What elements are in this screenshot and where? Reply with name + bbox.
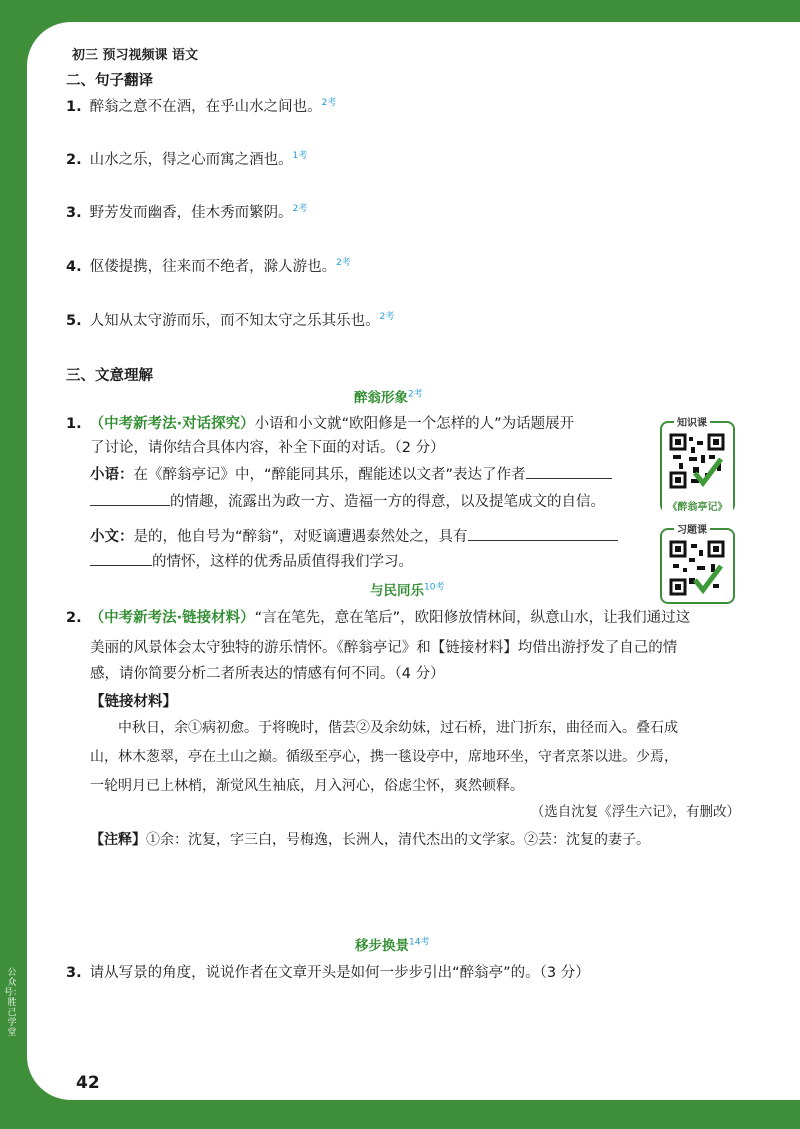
question-type-tag: （中考新考法·对话探究） (89, 416, 255, 432)
note-label: 【注释】 (90, 832, 146, 848)
dialogue-xiaoyu-cont (90, 490, 650, 514)
question-item (66, 255, 351, 276)
qr-code-icon (669, 433, 725, 489)
question-2 (66, 606, 746, 630)
qr-code-exercise[interactable] (660, 525, 735, 604)
question-text: 小语和小文就“欧阳修是一个怎样的人”为话题展开 (254, 416, 575, 432)
question-text: 请从写景的角度，说说作者在文章开头是如何一步步引出“醉翁亭”的。（3 分） (89, 965, 590, 981)
question-3 (66, 961, 746, 985)
exam-count-badge: 1考 (292, 151, 308, 162)
dialogue-xiaowen (90, 525, 650, 549)
question-text: 人知从太守游而乐，而不知太守之乐其乐也。 (89, 313, 380, 329)
material-text-line: 山，林木葱翠，亭在土山之巅。循级至亭心，携一毯设亭中，席地环坐，守者烹茶以进。少焉， (90, 749, 678, 765)
question-number: 3. (66, 205, 82, 221)
note-text: ①余：沈复，字三白，号梅逸，长洲人，清代杰出的文学家。②芸：沈复的妻子。 (146, 832, 650, 848)
material-title: 【链接材料】 (90, 694, 177, 710)
side-watermark: 公众号：胜己学堂 (4, 968, 23, 1038)
question-text: 伛偻提携，往来而不绝者，滁人游也。 (89, 259, 337, 275)
question-number: 1. (66, 99, 82, 115)
dialogue-xiaowen-cont (90, 550, 650, 574)
dialogue-text: 的情怀，这样的优秀品质值得我们学习。 (152, 554, 413, 570)
section-title: 三、文意理解 (66, 368, 153, 384)
dialogue-text: 在《醉翁亭记》中，“醉能同其乐，醒能述以文者”表达了作者 (133, 467, 526, 483)
answer-blank[interactable] (90, 491, 170, 506)
exam-count-badge: 2考 (408, 389, 423, 400)
speaker-label: 小文： (90, 529, 134, 545)
question-item (66, 201, 307, 222)
answer-blank[interactable] (90, 551, 152, 566)
subsection-title: 醉翁形象$^{2考}$ (354, 389, 423, 406)
exam-count-badge: 10考 (424, 582, 445, 593)
material-text-line: 中秋日，余①病初愈。于将晚时，偕芸②及余幼妹，过石桥，进门折东，曲径而入。叠石成 (118, 720, 678, 736)
exam-count-badge: 2考 (336, 258, 351, 269)
speaker-label: 小语： (90, 467, 134, 483)
question-text-line: 美丽的风景体会太守独特的游乐情怀。《醉翁亭记》和【链接材料】均借出游抒发了自己的情 (90, 640, 678, 656)
question-text-line: 了讨论，请你结合具体内容，补全下面的对话。（2 分） (90, 440, 445, 456)
exam-count-badge: 2考 (321, 98, 337, 109)
answer-blank[interactable] (468, 526, 618, 541)
exam-count-badge: 2考 (292, 204, 308, 215)
question-number: 1. (66, 416, 82, 432)
question-1 (66, 412, 646, 436)
question-text-line: 感，请你简要分析二者所表达的情感有何不同。（4 分） (90, 666, 445, 682)
question-item (66, 95, 336, 116)
qr-label: 知识课 (674, 414, 710, 429)
material-text-line: 一轮明月已上林梢，渐觉风生袖底，月入河心，俗虑尘怀，爽然顿释。 (90, 778, 524, 794)
page-number: 42 (76, 1073, 100, 1093)
subsection-title: 与民同乐$^{10考}$ (370, 582, 445, 599)
question-item (66, 309, 394, 330)
exam-count-badge: 14考 (409, 937, 430, 948)
question-item (66, 148, 307, 169)
question-number: 4. (66, 259, 82, 275)
question-type-tag: （中考新考法·链接材料） (89, 610, 255, 626)
question-text: 醉翁之意不在酒，在乎山水之间也。 (89, 99, 322, 115)
qr-caption: 《醉翁亭记》 (662, 498, 733, 513)
question-text: 野芳发而幽香，佳木秀而繁阴。 (89, 205, 293, 221)
section-title: 二、句子翻译 (66, 73, 153, 89)
question-text: 山水之乐，得之心而寓之酒也。 (89, 152, 293, 168)
question-text: “言在笔先，意在笔后”，欧阳修放情林间，纵意山水，让我们通过这 (254, 610, 691, 626)
dialogue-text: 的情趣，流露出为政一方、造福一方的得意，以及提笔成文的自信。 (170, 494, 605, 510)
qr-code-icon (669, 540, 725, 596)
material-note (90, 828, 760, 852)
qr-label: 习题课 (674, 521, 710, 536)
dialogue-xiaoyu (90, 463, 650, 487)
question-number: 3. (66, 965, 82, 981)
question-number: 2. (66, 152, 82, 168)
answer-blank[interactable] (526, 464, 612, 479)
subsection-title: 移步换景$^{14考}$ (355, 937, 430, 954)
exam-count-badge: 2考 (379, 312, 395, 323)
qr-code-knowledge[interactable] (660, 418, 735, 513)
question-number: 2. (66, 610, 82, 626)
page-header: 初三 预习视频课 语文 (72, 48, 199, 63)
material-source: （选自沈复《浮生六记》，有删改） (530, 804, 740, 820)
question-number: 5. (66, 313, 82, 329)
dialogue-text: 是的，他自号为“醉翁”，对贬谪遭遇泰然处之，具有 (133, 529, 468, 545)
